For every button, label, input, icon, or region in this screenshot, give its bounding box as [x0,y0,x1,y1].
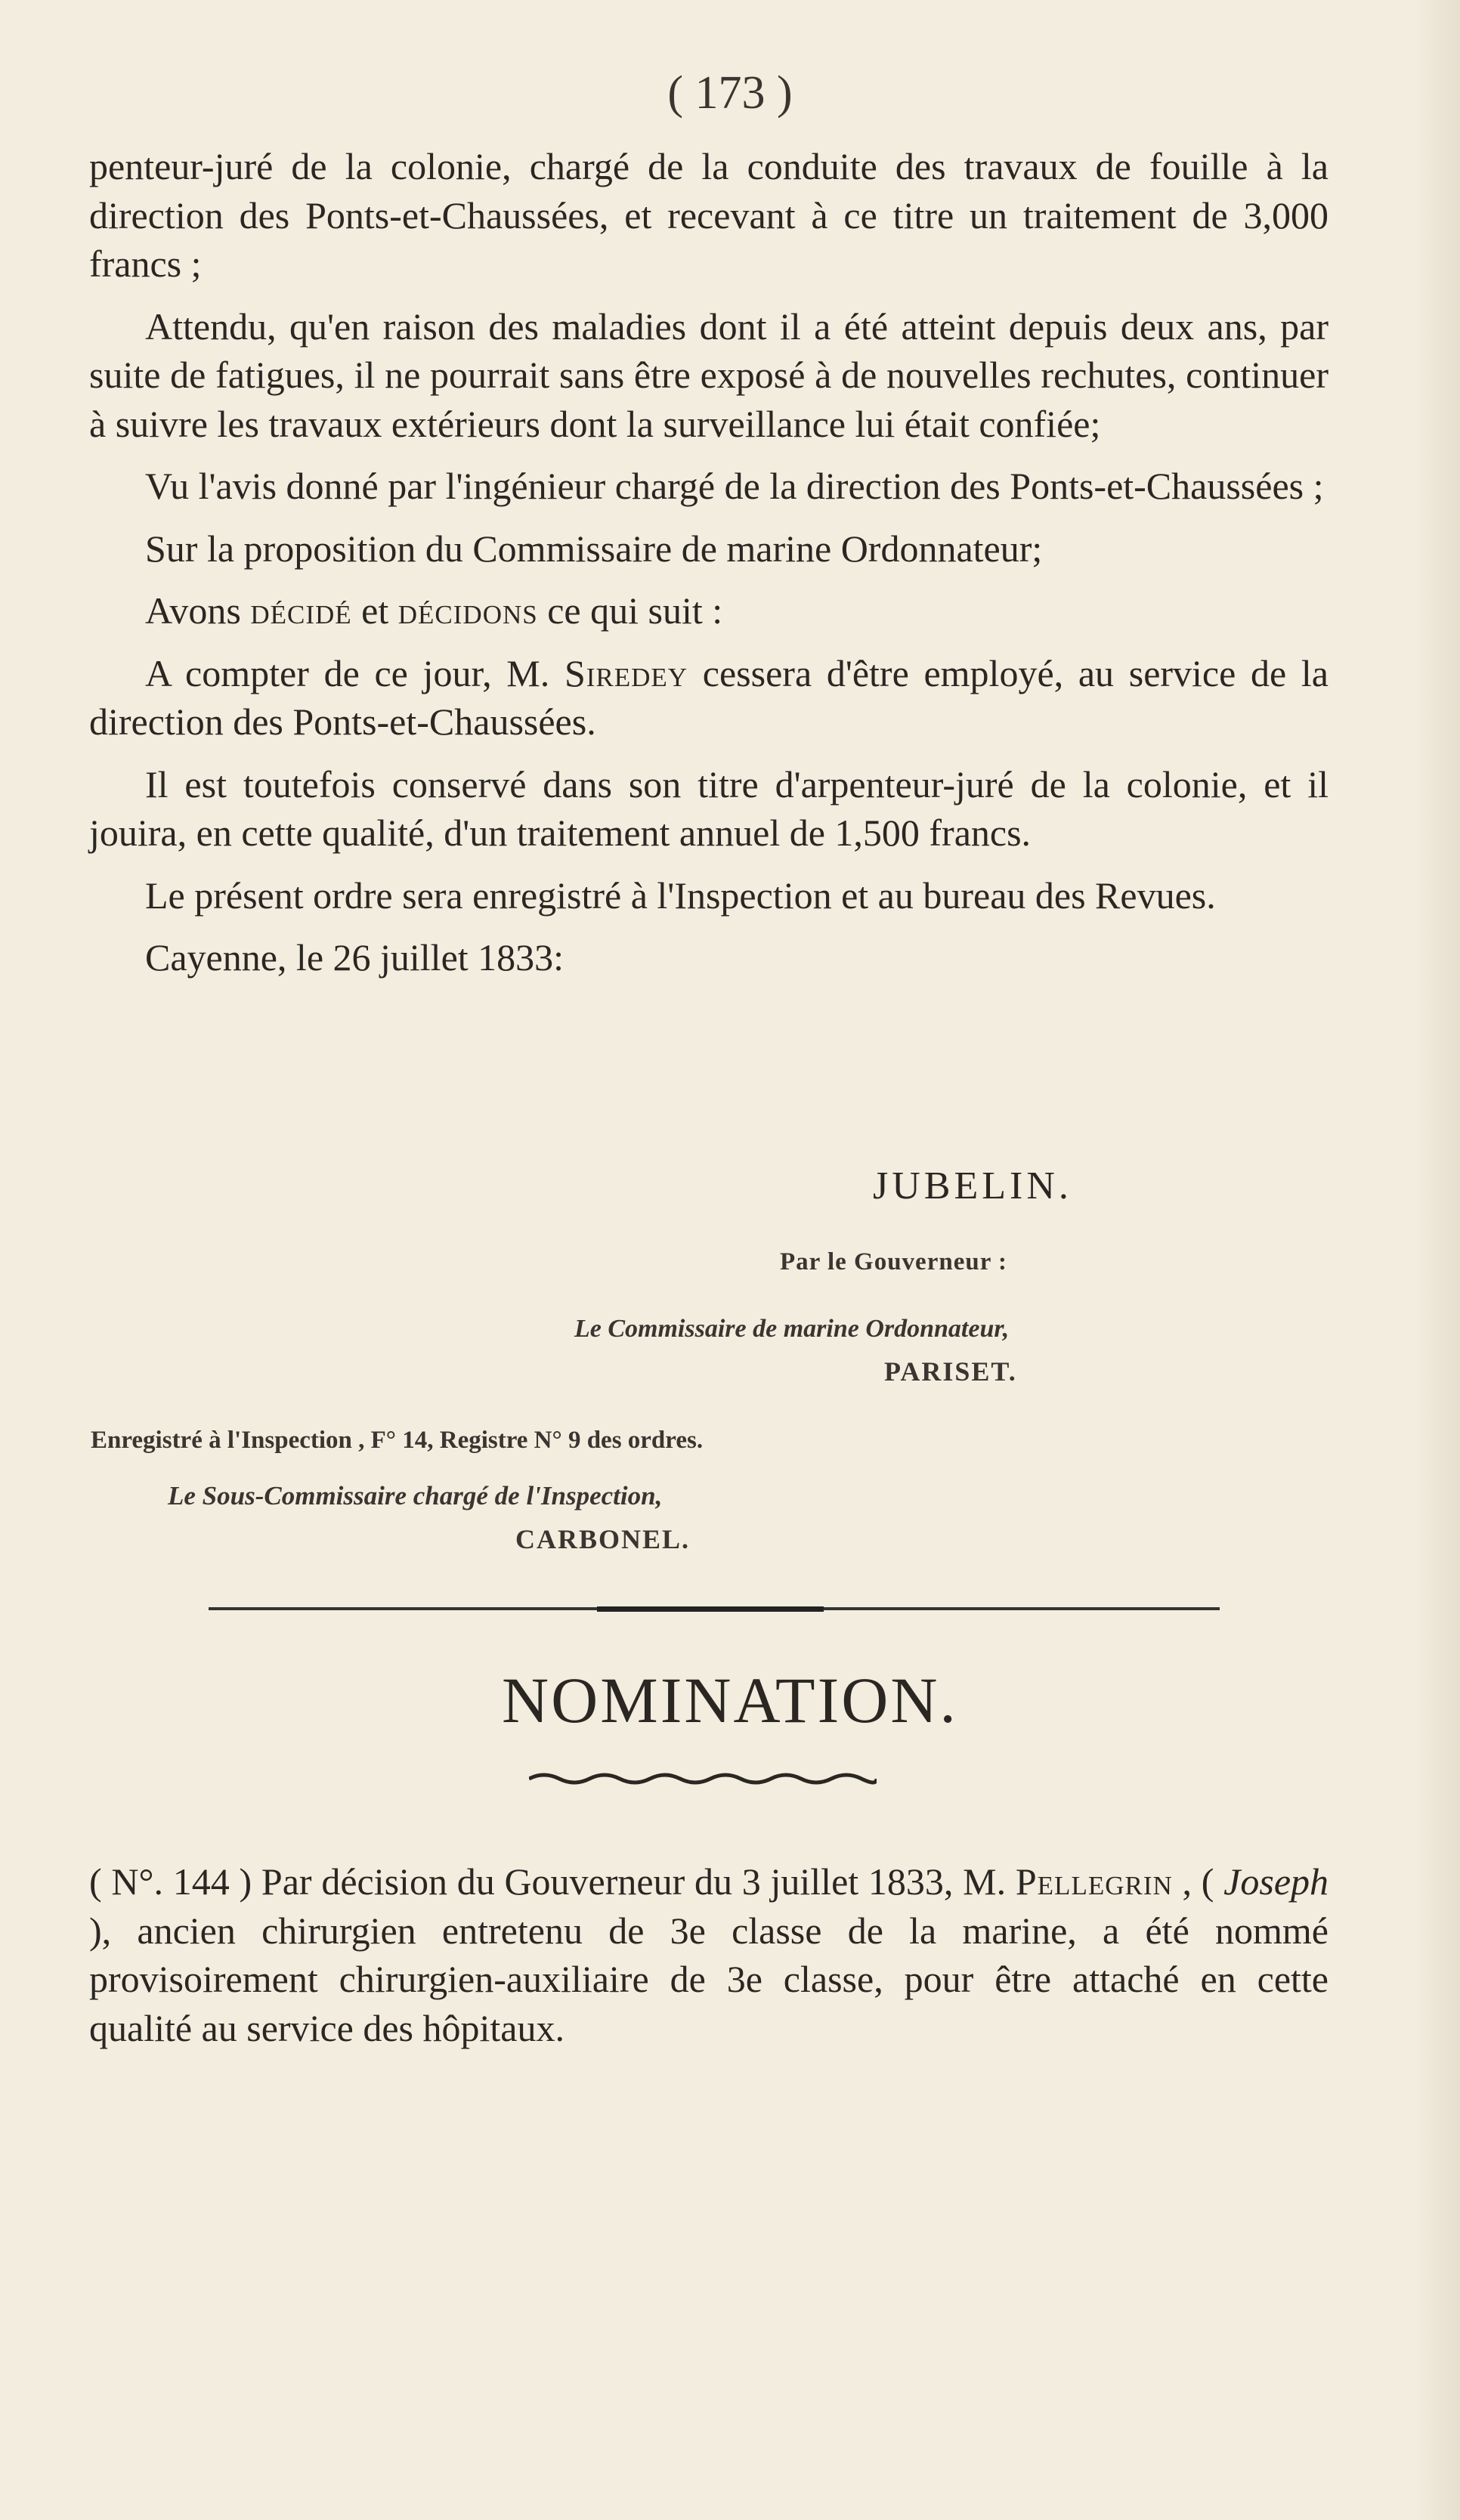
et-text: et [351,589,398,632]
page-edge-shadow [1415,0,1460,2520]
sous-commissaire-name: CARBONEL. [515,1524,691,1554]
registration-line: Enregistré à l'Inspection , F° 14, Registre N° 9 des ordres. [91,1427,704,1454]
par-le-gouverneur: Par le Gouverneur : [780,1248,1007,1275]
nomination-ref: ( N°. 144 ) [89,1860,252,1903]
decide-word: décidé [250,589,352,632]
commissaire-title: Le Commissaire de marine Ordonnateur, [574,1315,1010,1343]
paragraph-sur: Sur la proposition du Commissaire de marine Ordonnateur; [145,527,1043,570]
avons-text: Avons [145,589,251,632]
paragraph-date: Cayenne, le 26 juillet 1833: [145,936,565,979]
commissaire-name: PARISET. [884,1356,1017,1387]
ornament-divider [529,1770,877,1788]
sous-commissaire-title: Le Sous-Commissaire chargé de l'Inspection, [168,1481,663,1510]
paragraph-attendu: Attendu, qu'en raison des maladies dont il a été atteint depuis deux ans, par suite de fatigues, il ne pourrait sans être exposé à de nouvelles rechutes, continuer à suivre les travaux extérieurs dont la surveillance lui était confiée; [89,305,1329,445]
a-compter-text: A compter de ce jour, M. [145,651,565,694]
paragraph-conserve: Il est toutefois conservé dans son titre d'arpenteur-juré de la colonie, et il jouira, en cette qualité, d'un traitement annuel de 1,500 francs. [89,762,1329,854]
nomination-paragraph [89,1857,1329,2052]
paragraph-continuation: penteur-juré de la colonie, chargé de la conduite des travaux de fouille à la direction des Ponts-et-Chaussées, et recevant à ce titre un traitement de 3,000 francs ; [89,145,1329,285]
order-body [89,142,1329,996]
nominee-first-name: Joseph [1223,1860,1329,1903]
section-divider-center [597,1606,824,1612]
paragraph-avons [89,586,1329,635]
person-name: Siredey [564,651,688,694]
cessera-text: cessera d'être employé, au service de la direction des Ponts-et-Chaussées. [89,651,1329,743]
nomination-text-mid: , ( [1172,1860,1224,1903]
nomination-text-after: ), ancien chirurgien entretenu de 3e classe de la marine, a été nommé provisoirement chirurgien-auxiliaire de 3e classe, pour être attaché en cette qualité au service des hôpitaux. [89,1909,1329,2049]
nominee-name: Pellegrin [1015,1860,1173,1903]
paragraph-a-compter [89,649,1329,747]
nomination-text-before: Par décision du Gouverneur du 3 juillet 1833, M. [252,1860,1016,1903]
nomination-body [89,1857,1329,2052]
governor-signature: JUBELIN. [873,1164,1072,1207]
ce-qui-suit-text: ce qui suit : [537,589,723,632]
page-number: ( 173 ) [667,67,793,119]
paragraph-enregistre: Le présent ordre sera enregistré à l'Inspection et au bureau des Revues. [145,873,1216,917]
decidons-word: décidons [397,589,538,632]
section-heading: NOMINATION. [502,1664,958,1736]
paragraph-vu: Vu l'avis donné par l'ingénieur chargé de la direction des Ponts-et-Chaussées ; [145,465,1324,507]
